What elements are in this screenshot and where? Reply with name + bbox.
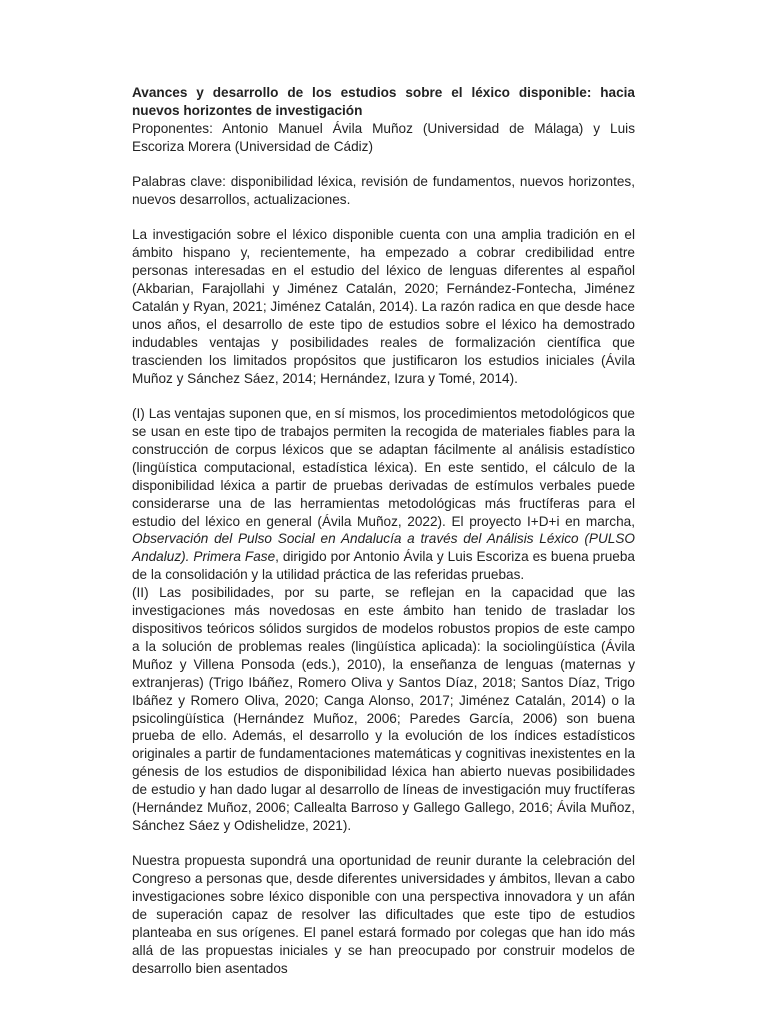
advantages-text-end: , dirigido por Antonio Ávila y Luis Escoriza es buena prueba de la consolidación y la utilidad práctica de las referidas pruebas. (132, 549, 635, 583)
document-page (132, 84, 635, 978)
proponents-line: Proponentes: Antonio Manuel Ávila Muñoz (Universidad de Málaga) y Luis Escoriza Morera (Universidad de Cádiz) (132, 120, 635, 154)
advantages-paragraph (132, 405, 635, 584)
project-title: Observación del Pulso Social en Andalucía a través del Análisis Léxico (PULSO Andaluz). Primera Fase (132, 531, 635, 565)
document-title: Avances y desarrollo de los estudios sobre el léxico disponible: hacia nuevos horizontes de investigación (132, 85, 635, 118)
possibilities-paragraph: (II) Las posibilidades, por su parte, se reflejan en la capacidad que las investigaciones más novedosas en este ámbito han tenido de trasladar los dispositivos teóricos sólidos surgidos de modelos robustos propios de este campo a la solución de problemas reales (lingüística aplicada): la sociolingüística (Ávila Muñoz y Villena Ponsoda (eds.), 2010), la enseñanza de lenguas (maternas y extranjeras) (Trigo Ibáñez, Romero Oliva y Santos Díaz, 2018; Santos Díaz, Trigo Ibáñez y Romero Oliva, 2020; Canga Alonso, 2017; Jiménez Catalán, 2014) o la psicolingüística (Hernández Muñoz, 2006; Paredes García, 2006) son buena prueba de ello. Además, el desarrollo y la evolución de los índices estadísticos originales a partir de fundamentaciones matemáticas y cognitivas inexistentes en la génesis de los estudios de disponibilidad léxica han abierto nuevas posibilidades de estudio y han dado lugar al desarrollo de líneas de investigación muy fructíferas (Hernández Muñoz, 2006; Callealta Barroso y Gallego Gallego, 2016; Ávila Muñoz, Sánchez Sáez y Odishelidze, 2021). (132, 585, 635, 833)
proposal-paragraph: Nuestra propuesta supondrá una oportunidad de reunir durante la celebración del Congreso a personas que, desde diferentes universidades y ámbitos, llevan a cabo investigaciones sobre léxico disponible con una perspectiva innovadora y un afán de superación capaz de resolver las dificultades que este tipo de estudios planteaba en sus orígenes. El panel estará formado por colegas que han ido más allá de las propuestas iniciales y se han preocupado por construir modelos de desarrollo bien asentados (132, 853, 635, 976)
advantages-text-start: (I) Las ventajas suponen que, en sí mismos, los procedimientos metodológicos que se usan en este tipo de trabajos permiten la recogida de materiales fiables para la construcción de corpus léxicos que se adaptan fácilmente al análisis estadístico (lingüística computacional, estadística léxica). En este sentido, el cálculo de la disponibilidad léxica a partir de pruebas derivadas de estímulos verbales puede considerarse una de las herramientas metodológicas más fructíferas para el estudio del léxico en general (Ávila Muñoz, 2022). El proyecto I+D+i en marcha, (132, 406, 635, 529)
keywords-paragraph: Palabras clave: disponibilidad léxica, revisión de fundamentos, nuevos horizontes, nuevos desarrollos, actualizaciones. (132, 174, 635, 208)
intro-paragraph: La investigación sobre el léxico disponible cuenta con una amplia tradición en el ámbito hispano y, recientemente, ha empezado a cobrar credibilidad entre personas interesadas en el estudio del léxico de lenguas diferentes al español (Akbarian, Farajollahi y Jiménez Catalán, 2020; Fernández-Fontecha, Jiménez Catalán y Ryan, 2021; Jiménez Catalán, 2014). La razón radica en que desde hace unos años, el desarrollo de este tipo de estudios sobre el léxico ha demostrado indudables ventajas y posibilidades reales de formalización científica que trascienden los limitados propósitos que justificaron los estudios iniciales (Ávila Muñoz y Sánchez Sáez, 2014; Hernández, Izura y Tomé, 2014). (132, 227, 635, 386)
